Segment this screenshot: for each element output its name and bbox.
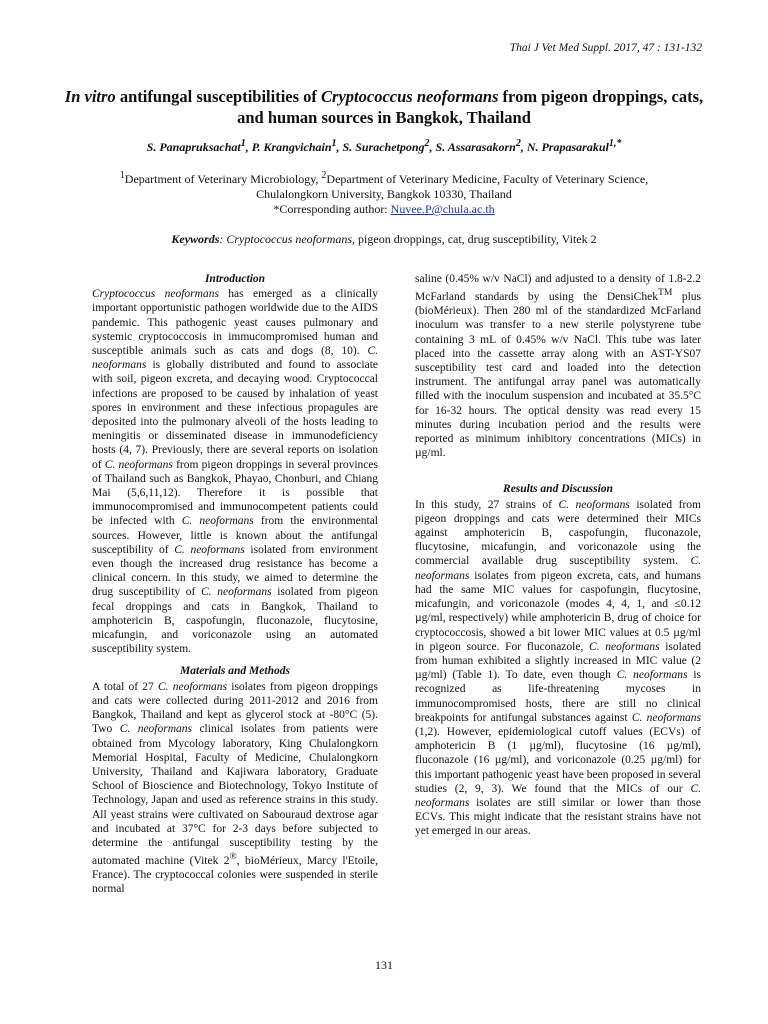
left-column: [92, 272, 378, 897]
intro-t2: is globally distributed and found to associate with soil, pigeon excreta, and decaying wood. Cryptococcal infections are proposed to be caused by inhalation of yeast spores in environment and these infectious propagules are deposited into the pulmonary alveoli of the hosts leading to meningitis or disseminated disease in immunodeficiency hosts (4, 7). Previously, there are several reports on isolation of: [92, 359, 378, 471]
author-4: , S. Assarasakorn: [429, 140, 516, 154]
affiliations: [60, 168, 708, 217]
keywords: [60, 232, 708, 247]
affiliation-line-1: [60, 168, 708, 187]
res-t5: is recognized as life-threatening mycoses in immunocompromised hosts, there are still no clinical breakpoints for antifungal substances against: [415, 669, 701, 724]
paper-title: [60, 86, 708, 128]
corr-label: *Corresponding author:: [273, 202, 391, 216]
author-2-sup: 1: [331, 138, 337, 149]
methods-continued-paragraph: [415, 272, 701, 460]
meth-sup: ®: [229, 851, 237, 863]
affil-text-2: Department of Veterinary Medicine, Faculty of Veterinary Science,: [326, 172, 649, 186]
res-i6: C. neoformans: [415, 782, 701, 809]
res-t7: isolates are still similar or lower than those ECVs. This might indicate that the resistant strains have not yet emerged in our areas.: [415, 796, 701, 838]
methc-t2: plus (bioMérieux). Then 280 ml of the standardized McFarland inoculum was transfer to a new sterile polystyrene tube containing 3 mL of 0.45% w/v NaCl. This tube was later placed into the cassette array along with an AST-YS07 susceptibility test card and loaded into the detection instrument. The antifungal array panel was automatically filled with the inoculum suspension and incubated at 35.5°C for 16-32 hours. The optical density was read every 15 minutes during incubation period and the results were reported as minimum inhibitory concentrations (MICs) in µg/ml.: [415, 291, 702, 460]
introduction-heading: Introduction: [204, 273, 266, 285]
res-t1: In this study, 27 strains of: [415, 498, 559, 511]
meth-i1: C. neoformans: [157, 680, 228, 693]
intro-t3: from pigeon droppings in several provinces of Thailand such as Bangkok, Phayao, Chonburi, and Chiang Mai (5,6,11,12). Therefore it is possible that immunocompromised and immunocompetent patients could be infected with: [92, 458, 378, 528]
author-1-sup: 1: [240, 138, 246, 149]
results-paragraph: [415, 498, 701, 839]
methc-sup: TM: [657, 287, 673, 299]
title-text-4: from pigeon droppings, cats, and human sources in Bangkok, Thailand: [237, 87, 704, 127]
affil-text-1: Department of Veterinary Microbiology,: [124, 172, 322, 186]
intro-t6: isolated from pigeon fecal droppings and cats in Bangkok, Thailand to amphotericin B, caspofungin, fluconazole, flucytosine, micafungin, and voriconazole using an automated susceptibility system.: [92, 586, 378, 656]
methods-paragraph: [92, 680, 378, 897]
res-t4: isolated from human exhibited a slightly increased in MIC value (2 µg/ml) (Table 1). To date, even though: [415, 640, 701, 682]
right-column: [415, 272, 701, 839]
author-2: , P. Krangvichain: [245, 140, 332, 154]
author-3: , S. Surachetpong: [336, 140, 425, 154]
res-i2: C. neoformans: [415, 555, 701, 582]
intro-i5: C. neoformans: [174, 543, 245, 556]
meth-t2: isolates from pigeon droppings and cats were collected during 2011-2012 and 2016 from Bangkok, Thailand and kept as glycerol stock at -80°C (5). Two: [92, 680, 378, 736]
res-i1: C. neoformans: [558, 498, 630, 511]
author-4-sup: 2: [515, 138, 521, 149]
intro-i4: C. neoformans: [181, 515, 254, 528]
running-head: Thai J Vet Med Suppl. 2017, 47 : 131-132: [509, 42, 702, 54]
corresponding-email-link[interactable]: Nuvee.P@chula.ac.th: [390, 202, 495, 216]
author-5-sup: 1,*: [608, 138, 622, 149]
meth-t1: A total of 27: [92, 680, 158, 693]
intro-i1: Cryptococcus neoformans: [92, 288, 219, 301]
title-text-2: antifungal susceptibilities of: [115, 87, 322, 106]
keywords-colon: :: [219, 232, 227, 246]
meth-i2: C. neoformans: [119, 723, 193, 736]
meth-t3: clinical isolates from patients were obtained from Mycology laboratory, King Chulalongkorn Memorial Hospital, Faculty of Medicine, Chulalongkorn University, Thailand and Kajiwara laboratory, Graduate School of Bioscience and Biotechnology, Tokyo Institute of Technology, Japan and used as reference strains in this study. All yeast strains were cultivated on Sabouraud dextrose agar and incubated at 37°C for 2-3 days before subjected to determine the antifungal susceptibility testing by the automated machine (Vitek 2: [92, 723, 378, 867]
author-1: S. Panapruksachat: [146, 140, 241, 154]
res-i3: C. neoformans: [589, 640, 660, 653]
title-italic-1: In vitro: [64, 87, 116, 106]
intro-i6: C. neoformans: [201, 586, 272, 599]
introduction-paragraph: [92, 287, 378, 656]
title-italic-3: Cryptococcus neoformans: [321, 87, 499, 106]
keywords-label: Keywords: [171, 232, 220, 246]
keywords-italic: Cryptococcus neoformans: [226, 232, 353, 246]
corresponding-author: [60, 202, 708, 217]
res-i5: C. neoformans: [631, 711, 701, 724]
methods-heading: Materials and Methods: [180, 665, 290, 678]
author-3-sup: 2: [424, 138, 430, 149]
intro-i2: C. neoformans: [92, 345, 378, 372]
intro-t5: isolated from environment even though the increased drug resistance has become a clinical concern. In this study, we aimed to determine the drug susceptibility of: [92, 543, 378, 599]
keywords-rest: , pigeon droppings, cat, drug susceptibility, Vitek 2: [352, 232, 597, 246]
res-i4: C. neoformans: [616, 669, 688, 682]
page-number: 131: [375, 958, 393, 972]
res-t2: isolated from pigeon droppings and cats were determined their MICs against amphotericin B, caspofungin, fluconazole, flucytosine, micafungin, and voriconazole using the commercial available drug susceptibility system.: [415, 498, 701, 568]
author-list: [60, 138, 708, 155]
affil-sup-2: 2: [321, 170, 327, 181]
res-t6: (1,2). However, epidemiological cutoff values (ECVs) of amphotericin B (1 µg/ml), flucytosine (16 µg/ml), fluconazole (16 µg/ml), and voriconazole (0.25 µg/ml) for this important pathogenic yeast have been proposed in several studies (2, 9, 3). We found that the MICs of our: [415, 725, 701, 795]
intro-t4: from the environmental sources. However, little is known about the antifungal susceptibility of: [92, 515, 378, 556]
results-heading: Results and Discussion: [503, 483, 613, 496]
affil-sup-1: 1: [119, 170, 125, 181]
author-5: , N. Prapasarakul: [520, 140, 609, 154]
meth-t4: , bioMérieux, Marcy l'Etoile, France). The cryptococcal colonies were suspended in sterile normal: [92, 854, 378, 896]
res-t3: isolates from pigeon excreta, cats, and humans had the same MIC values for caspofungin, flucytosine, micafungin, and voriconazole (modes 4, 4, 1, and ≤0.12 µg/ml, respectively) while amphotericin B, drug of choice for cryptococcosis, showed a bit lower MIC values at 0.5 µg/ml in pigeon source. For fluconazole,: [415, 569, 701, 653]
intro-t1: has emerged as a clinically important opportunistic pathogen worldwide due to the AIDS pandemic. This pathogenic yeast causes pulmonary and systemic cryptococcosis in immucompromised human and susceptible animals such as cats and dogs (8, 10).: [92, 288, 378, 358]
methc-t1: saline (0.45% w/v NaCl) and adjusted to a density of 1.8-2.2 McFarland standards by using the DensiChek: [415, 273, 701, 304]
affiliation-line-2: Chulalongkorn University, Bangkok 10330, Thailand: [256, 187, 512, 201]
intro-i3: C. neoformans: [104, 458, 173, 471]
